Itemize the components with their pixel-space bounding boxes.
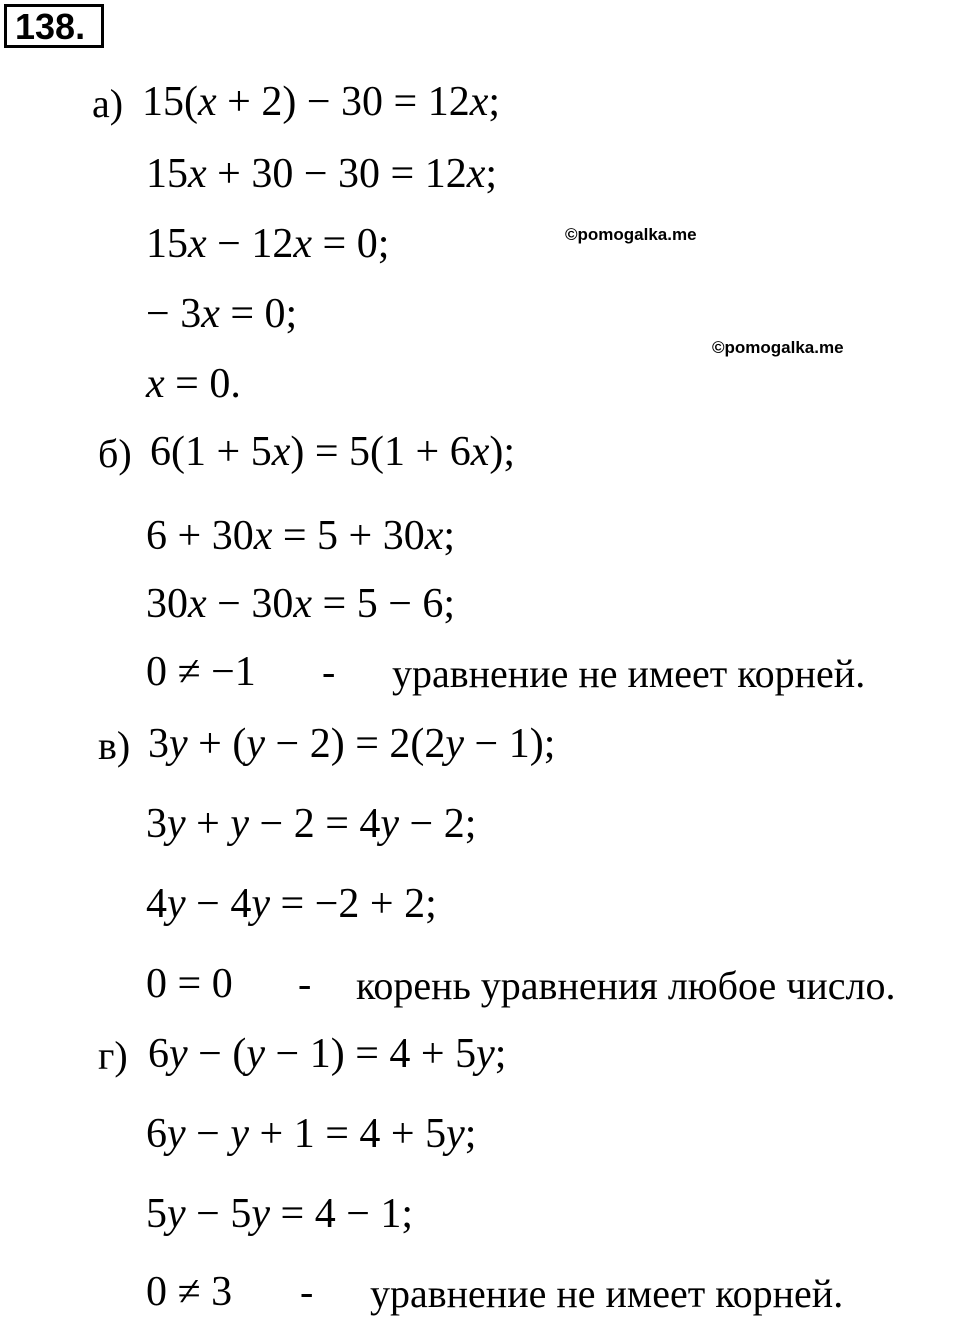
part-c-label: в)	[98, 723, 131, 768]
part-d-comment: уравнение не имеет корней.	[370, 1271, 844, 1316]
part-b-line-3: 30x − 30x = 5 − 6;	[146, 581, 456, 627]
dash: -	[298, 961, 312, 1006]
watermark: ©pomogalka.me	[712, 338, 844, 357]
part-c-line-2: 3y + y − 2 = 4y − 2;	[146, 801, 477, 847]
part-d-line-3: 5y − 5y = 4 − 1;	[146, 1191, 414, 1237]
part-a-line-3: 15x − 12x = 0;	[146, 221, 390, 267]
part-a-line-1: 15(x + 2) − 30 = 12x;	[142, 79, 501, 125]
part-c-line-4: 0 = 0	[146, 961, 233, 1007]
part-b-line-4: 0 ≠ −1	[146, 649, 256, 695]
part-c-line-3: 4y − 4y = −2 + 2;	[146, 881, 437, 927]
part-a-line-5: x = 0.	[146, 361, 241, 407]
part-b-line-2: 6 + 30x = 5 + 30x;	[146, 513, 456, 559]
part-b-label: б)	[98, 431, 132, 476]
watermark: ©pomogalka.me	[565, 225, 697, 244]
part-d-line-4: 0 ≠ 3	[146, 1269, 233, 1315]
part-a-label: а)	[92, 81, 124, 126]
dash: -	[322, 649, 336, 694]
part-b-comment: уравнение не имеет корней.	[392, 651, 866, 696]
problem-number: 138.	[4, 4, 104, 48]
part-a-line-2: 15x + 30 − 30 = 12x;	[146, 151, 498, 197]
part-d-line-1: 6y − (y − 1) = 4 + 5y;	[148, 1031, 507, 1077]
part-c-comment: корень уравнения любое число.	[356, 963, 896, 1008]
part-d-line-2: 6y − y + 1 = 4 + 5y;	[146, 1111, 477, 1157]
part-c-line-1: 3y + (y − 2) = 2(2y − 1);	[148, 721, 556, 767]
part-b-line-1: 6(1 + 5x) = 5(1 + 6x);	[150, 429, 516, 475]
part-a-line-4: − 3x = 0;	[146, 291, 298, 337]
part-d-label: г)	[98, 1033, 128, 1078]
dash: -	[300, 1269, 314, 1314]
